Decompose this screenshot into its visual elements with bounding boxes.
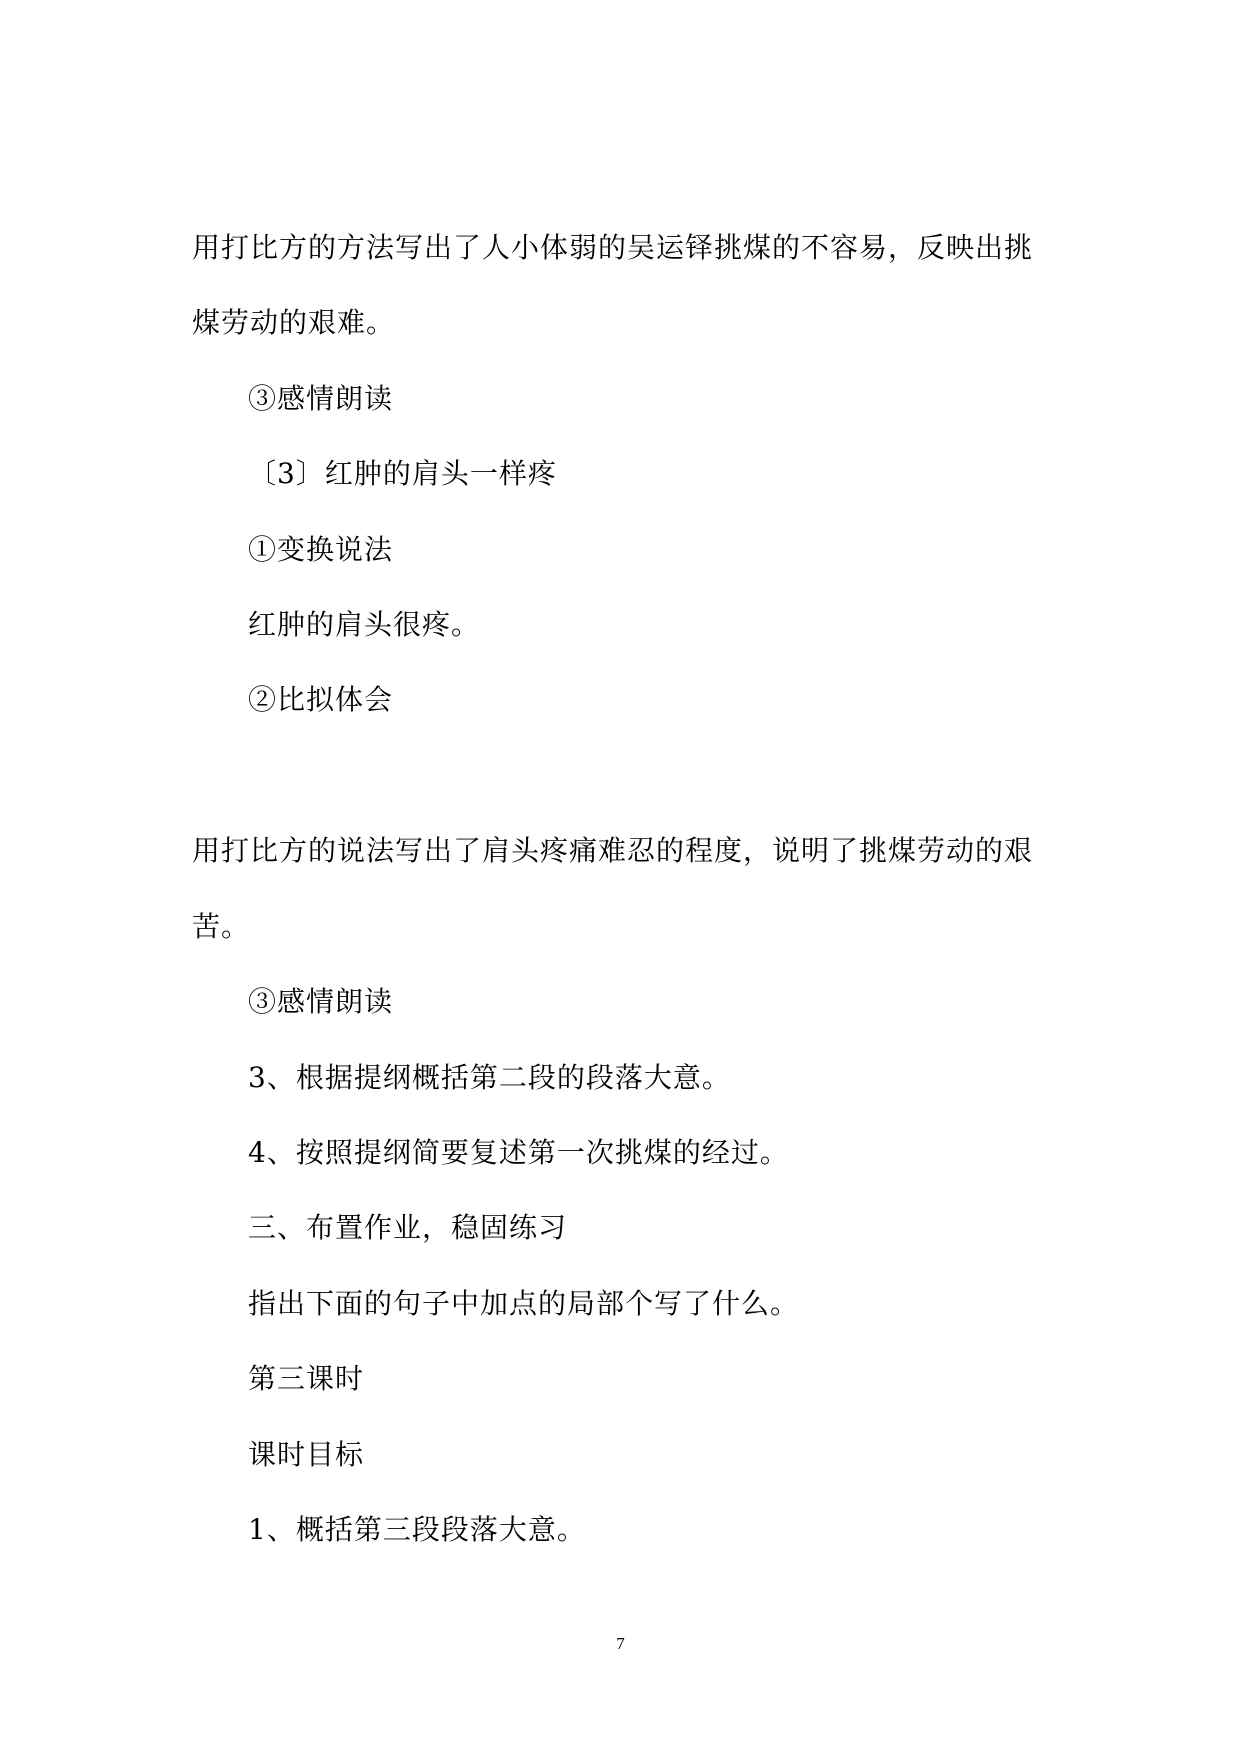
paragraph-line: 指出下面的句子中加点的局部个写了什么。	[248, 1287, 800, 1320]
paragraph-line: 〔3〕红肿的肩头一样疼	[248, 457, 557, 490]
paragraph-line: 用打比方的说法写出了肩头疼痛难忍的程度，说明了挑煤劳动的艰	[192, 834, 1034, 867]
section-heading: 第三课时	[248, 1362, 365, 1395]
paragraph-line: 3、根据提纲概括第二段的段落大意。	[248, 1061, 731, 1094]
paragraph-line: ①变换说法	[248, 533, 394, 566]
paragraph-line: 用打比方的方法写出了人小体弱的吴运铎挑煤的不容易，反映出挑	[192, 231, 1034, 264]
section-heading: 课时目标	[248, 1438, 365, 1471]
paragraph-line: ③感情朗读	[248, 382, 394, 415]
paragraph-line: ②比拟体会	[248, 683, 394, 716]
paragraph-line: 红肿的肩头很疼。	[248, 608, 481, 641]
paragraph-line: 1、概括第三段段落大意。	[248, 1513, 586, 1546]
paragraph-line: ③感情朗读	[248, 985, 394, 1018]
section-heading: 三、布置作业，稳固练习	[248, 1211, 568, 1244]
paragraph-line: 4、按照提纲简要复述第一次挑煤的经过。	[248, 1136, 789, 1169]
paragraph-line: 煤劳动的艰难。	[192, 306, 396, 339]
paragraph-line: 苦。	[192, 910, 251, 943]
page-number: 7	[616, 1634, 625, 1653]
